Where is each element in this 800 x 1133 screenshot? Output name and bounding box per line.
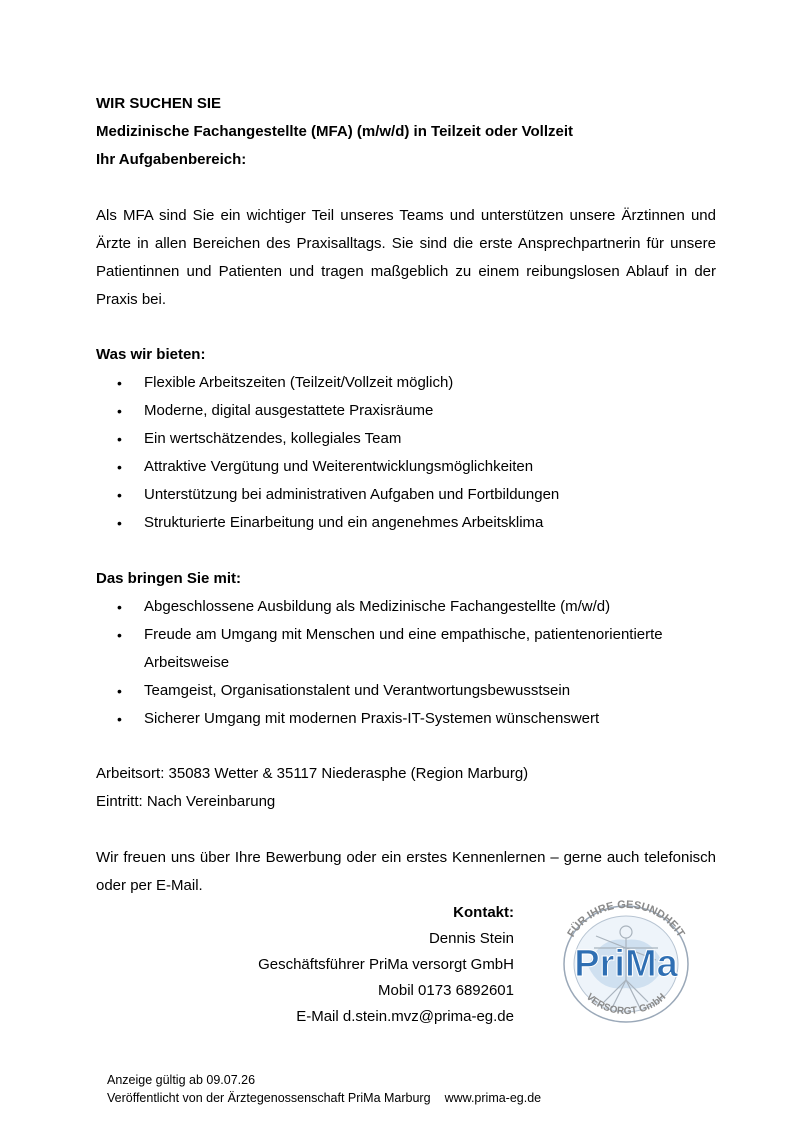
requirement-item-text: Teamgeist, Organisationstalent und Verantwortungsbewusstsein bbox=[144, 682, 571, 699]
bullet-icon: • bbox=[117, 459, 122, 475]
logo-main-text: PriMa bbox=[574, 943, 678, 985]
bullet-icon: • bbox=[117, 403, 122, 419]
offer-item-text: Flexible Arbeitszeiten (Teilzeit/Vollzeit möglich) bbox=[144, 374, 454, 391]
prima-logo-graphic bbox=[548, 896, 704, 1032]
bullet-icon: • bbox=[117, 627, 122, 643]
requirement-item-text: Sicherer Umgang mit modernen Praxis-IT-Systemen wünschenswert bbox=[144, 710, 600, 727]
footer-publisher: Veröffentlicht von der Ärztegenossenschaft PriMa Marburg bbox=[107, 1091, 431, 1105]
contact-name: Dennis Stein bbox=[428, 930, 514, 947]
logo-top-text: FÜR IHRE GESUNDHEIT bbox=[565, 898, 687, 940]
headline-we-seek: WIR SUCHEN SIE bbox=[96, 95, 222, 112]
bullet-icon: • bbox=[117, 431, 122, 447]
requirement-item-text: Freude am Umgang mit Menschen und eine empathische, patientenorientierte Arbeitsweise bbox=[144, 626, 663, 671]
offer-item-text: Strukturierte Einarbeitung und ein angenehmes Arbeitsklima bbox=[144, 514, 544, 531]
contact-heading: Kontakt: bbox=[453, 904, 514, 921]
offer-item-text: Ein wertschätzendes, kollegiales Team bbox=[144, 430, 402, 447]
offer-item bbox=[96, 425, 716, 453]
offer-item bbox=[96, 509, 716, 537]
requirements-heading: Das bringen Sie mit: bbox=[96, 570, 242, 587]
requirement-item bbox=[96, 705, 716, 733]
bullet-icon: • bbox=[117, 515, 122, 531]
bullet-icon: • bbox=[117, 487, 122, 503]
prima-logo bbox=[548, 896, 704, 1032]
offer-item bbox=[96, 481, 716, 509]
work-location: Arbeitsort: 35083 Wetter & 35117 Niederasphe (Region Marburg) bbox=[96, 765, 529, 782]
bullet-icon: • bbox=[117, 375, 122, 391]
logo-bottom-text: VERSORGT GmbH bbox=[583, 991, 669, 1018]
closing-paragraph bbox=[96, 844, 716, 900]
offer-heading: Was wir bieten: bbox=[96, 346, 206, 363]
closing-text: Wir freuen uns über Ihre Bewerbung oder ein erstes Kennenlernen – gerne auch telefonisch oder per E-Mail. bbox=[96, 849, 716, 894]
contact-phone[interactable]: Mobil 0173 6892601 bbox=[378, 982, 514, 999]
requirements-list bbox=[96, 593, 716, 733]
requirement-item bbox=[96, 593, 716, 621]
bullet-icon: • bbox=[117, 711, 122, 727]
offer-item bbox=[96, 369, 716, 397]
job-title: Medizinische Fachangestellte (MFA) (m/w/d) in Teilzeit oder Vollzeit bbox=[96, 123, 574, 140]
contact-role: Geschäftsführer PriMa versorgt GmbH bbox=[258, 956, 514, 973]
footer-website-link[interactable]: www.prima-eg.de bbox=[444, 1091, 542, 1105]
offer-item bbox=[96, 397, 716, 425]
footer-valid: Anzeige gültig ab 09.07.26 bbox=[107, 1073, 256, 1087]
requirement-item bbox=[96, 621, 716, 677]
offer-list bbox=[96, 369, 716, 537]
start-date: Eintritt: Nach Vereinbarung bbox=[96, 793, 276, 810]
offer-item-text: Moderne, digital ausgestattete Praxisräume bbox=[144, 402, 434, 419]
tasks-heading: Ihr Aufgabenbereich: bbox=[96, 151, 247, 168]
contact-email[interactable]: E-Mail d.stein.mvz@prima-eg.de bbox=[296, 1008, 514, 1025]
intro-text: Als MFA sind Sie ein wichtiger Teil unseres Teams und unterstützen unsere Ärztinnen und Ärzte in allen Bereichen des Praxisalltags. Sie sind die erste Ansprechpartnerin für unsere Patientinnen und Patienten und tragen maßgeblich zu einem reibungslosen Ablauf in der Praxis bei. bbox=[96, 207, 716, 308]
requirement-item-text: Abgeschlossene Ausbildung als Medizinische Fachangestellte (m/w/d) bbox=[144, 598, 611, 615]
offer-item-text: Attraktive Vergütung und Weiterentwicklungsmöglichkeiten bbox=[144, 458, 534, 475]
intro-paragraph bbox=[96, 202, 716, 314]
footer-published bbox=[107, 1090, 541, 1106]
bullet-icon: • bbox=[117, 683, 122, 699]
bullet-icon: • bbox=[117, 599, 122, 615]
offer-item bbox=[96, 453, 716, 481]
requirement-item bbox=[96, 677, 716, 705]
offer-item-text: Unterstützung bei administrativen Aufgaben und Fortbildungen bbox=[144, 486, 560, 503]
